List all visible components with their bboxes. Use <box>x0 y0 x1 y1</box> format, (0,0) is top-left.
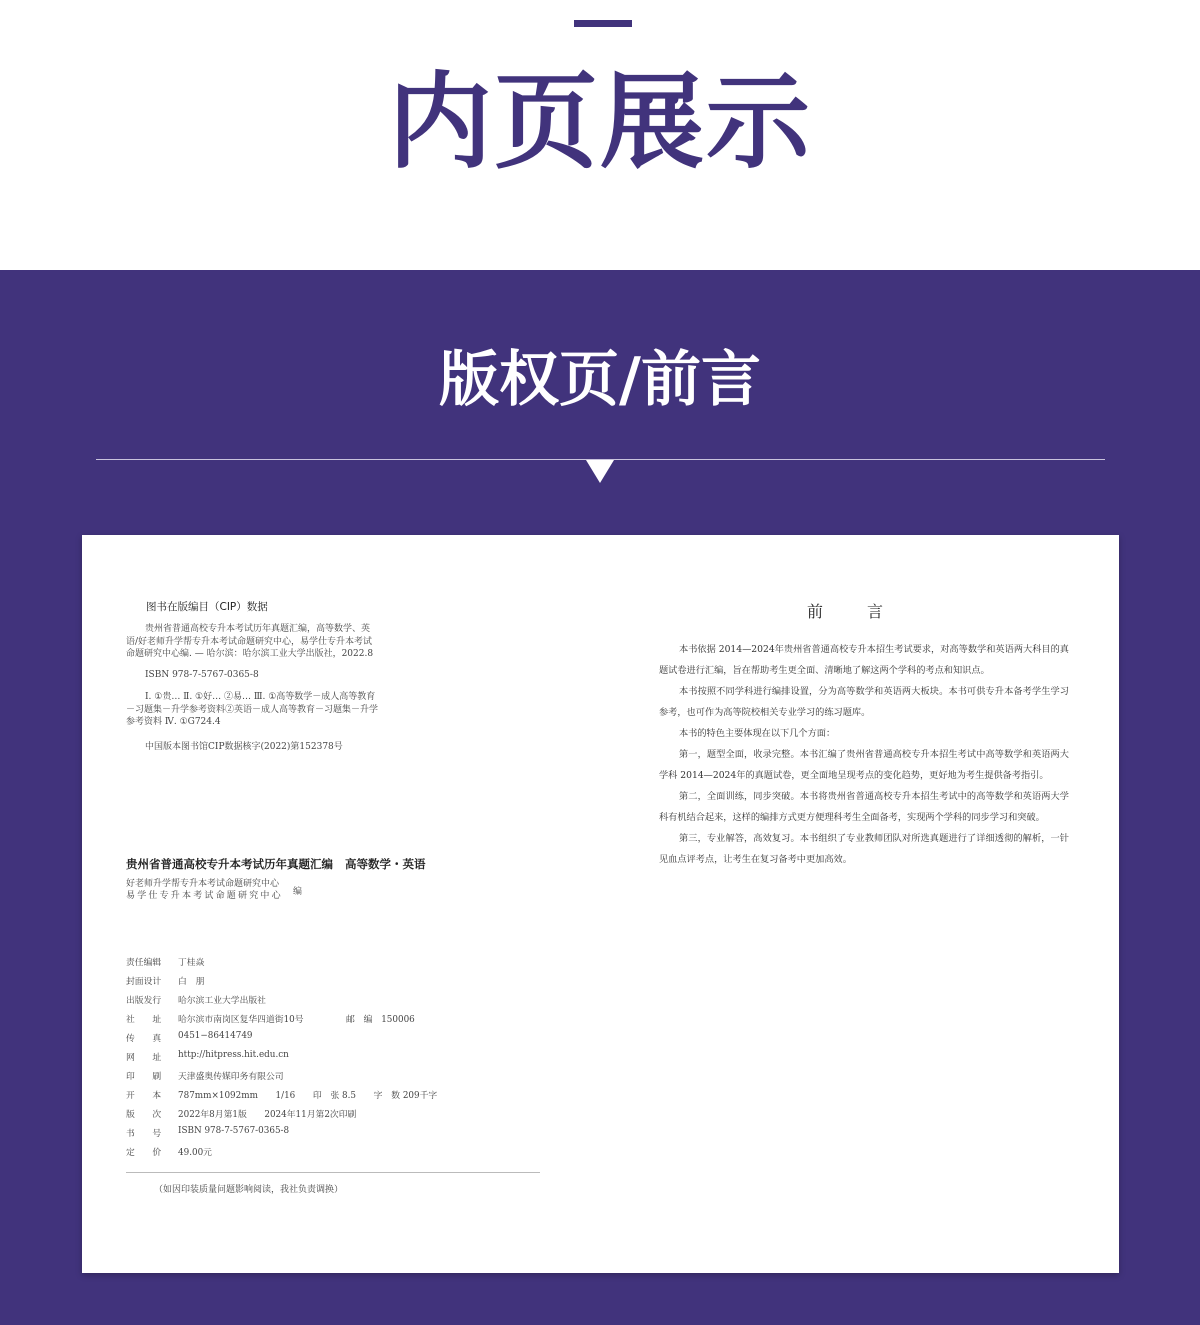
preface-title: 前 言 <box>806 602 897 621</box>
book-title <box>126 856 426 872</box>
info-key: 封面设计 <box>126 977 162 987</box>
info-value: 哈尔滨市南岗区复华四道街10号 <box>178 1015 304 1025</box>
info-key: 社 址 <box>126 1015 162 1025</box>
header-area <box>0 0 1200 270</box>
info-key: 网 址 <box>126 1053 162 1063</box>
info-key: 责任编辑 <box>126 958 162 968</box>
authors <box>126 878 283 902</box>
book-spread <box>82 535 1119 1273</box>
cip-heading: 图书在版编目（CIP）数据 <box>146 601 268 613</box>
info-key: 版 次 <box>126 1110 162 1120</box>
info-value: http://hitpress.hit.edu.cn <box>178 1050 289 1060</box>
footer-rule <box>126 1172 540 1173</box>
author-1: 好老师升学帮专升本考试命题研究中心 <box>126 879 280 889</box>
info-value: 0451−86414749 <box>178 1031 253 1041</box>
cip-text: 贵州省普通高校专升本考试历年真题汇编，高等数学、英语/好老师升学帮专升本考试命题研究中心，易学仕专升本考试命题研究中心编. — 哈尔滨：哈尔滨工业大学出版社，2022.8 <box>126 624 374 659</box>
info-value: 49.00元 <box>178 1148 212 1158</box>
header-accent-bar <box>574 20 632 27</box>
info-value: 787mm×1092mm 1/16 印 张 8.5 字 数 209千字 <box>178 1091 438 1101</box>
preface-paragraph: 本书按照不同学科进行编排设置，分为高等数学和英语两大板块。本书可供专升本备考学生学习参考，也可作为高等院校相关专业学习的练习题库。 <box>659 686 1069 718</box>
info-key: 印 刷 <box>126 1072 162 1082</box>
info-value: 丁桂焱 <box>178 958 205 968</box>
info-extra: 邮 编 150006 <box>346 1015 415 1025</box>
info-value: ISBN 978-7-5767-0365-8 <box>178 1126 290 1136</box>
author-2: 易学仕专升本考试命题研究中心 <box>126 891 283 901</box>
info-key: 开 本 <box>126 1091 162 1101</box>
preface-paragraph: 第二，全面训练，同步突破。本书将贵州省普通高校专升本招生考试中的高等数学和英语两大学科有机结合起来，这样的编排方式更方便理科考生全面备考，实现两个学科的同步学习和突破。 <box>659 791 1069 823</box>
preface-paragraph: 第一，题型全面，收录完整。本书汇编了贵州省普通高校专升本招生考试中高等数学和英语两大学科 2014—2024年的真题试卷，更全面地呈现考点的变化趋势，更好地为考生提供备考指引。 <box>659 749 1069 781</box>
preface-paragraph: 第三，专业解答，高效复习。本书组织了专业教师团队对所选真题进行了详细透彻的解析，一针见血点评考点，让考生在复习备考中更加高效。 <box>659 833 1069 865</box>
book-title-main: 贵州省普通高校专升本考试历年真题汇编 <box>126 857 333 871</box>
preface-body <box>659 639 1069 870</box>
cip-isbn: ISBN 978-7-5767-0365-8 <box>145 670 259 680</box>
print-quality-note: （如因印装质量问题影响阅读，我社负责调换） <box>154 1185 344 1195</box>
info-key: 书 号 <box>126 1129 162 1139</box>
book-subtitle: 高等数学・英语 <box>345 857 426 871</box>
cip-number: 中国版本图书馆CIP数据核字(2022)第152378号 <box>145 742 343 752</box>
info-value: 天津盛奥传媒印务有限公司 <box>178 1072 284 1082</box>
info-key: 传 真 <box>126 1034 162 1044</box>
preface-paragraph: 本书依据 2014—2024年贵州省普通高校专升本招生考试要求，对高等数学和英语两大科目的真题试卷进行汇编，旨在帮助考生更全面、清晰地了解这两个学科的考点和知识点。 <box>659 644 1069 676</box>
info-value: 白 朋 <box>178 977 205 987</box>
info-value: 哈尔滨工业大学出版社 <box>178 996 266 1006</box>
editor-role: 编 <box>293 887 303 897</box>
section-title: 版权页/前言 <box>439 345 761 415</box>
info-key: 定 价 <box>126 1148 162 1158</box>
page-title: 内页展示 <box>387 61 812 183</box>
info-key: 出版发行 <box>126 996 162 1006</box>
info-value: 2022年8月第1版 2024年11月第2次印刷 <box>178 1110 357 1120</box>
cip-classification: Ⅰ. ①贵… Ⅱ. ①好… ②易… Ⅲ. ①高等数学－成人高等教育－习题集－升学参考资料②英语－成人高等教育－习题集－升学参考资料 Ⅳ. ①G724.4 <box>126 692 379 727</box>
preface-paragraph: 本书的特色主要体现在以下几个方面： <box>679 728 836 739</box>
down-arrow-icon <box>586 460 614 483</box>
